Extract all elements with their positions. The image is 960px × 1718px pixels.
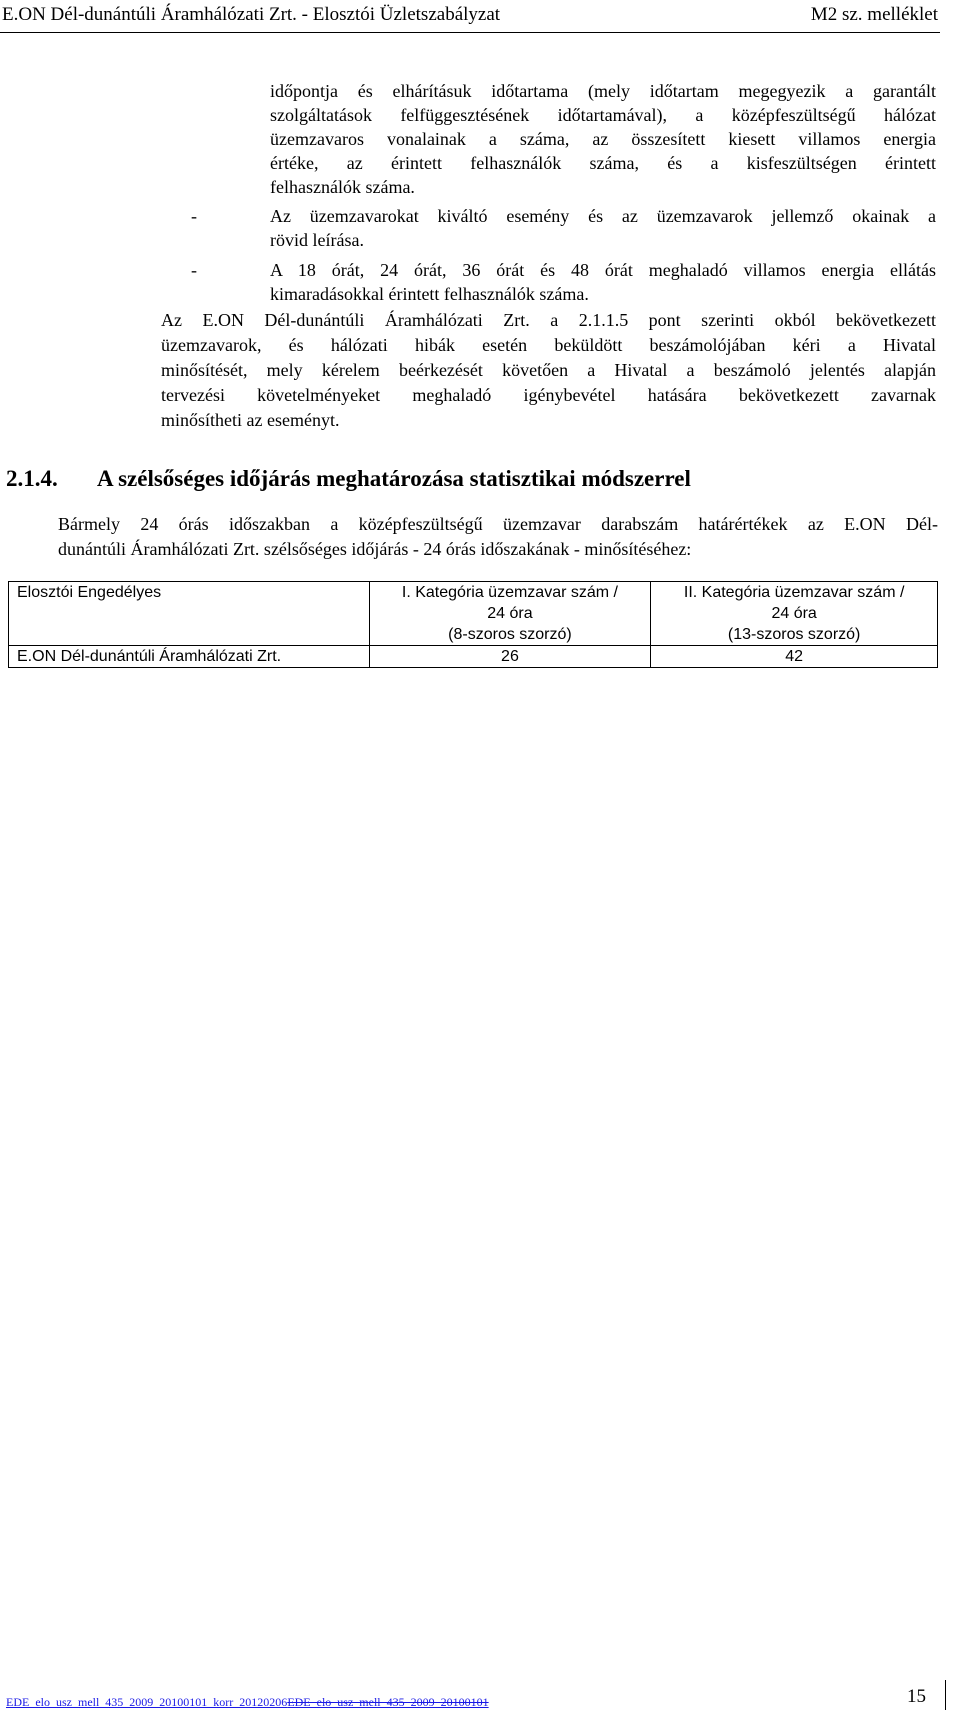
text-line: Az E.ON Dél-dunántúli Áramhálózati Zrt. a 2.1.1.5 pont szerinti okból bekövetkezett: [161, 310, 936, 330]
text-line: kimaradásokkal érintett felhasználók száma.: [270, 284, 589, 304]
page-header: [0, 0, 940, 33]
bullet-dash: -: [191, 206, 197, 226]
footer-file-reference: [6, 1695, 489, 1710]
header-line: II. Kategória üzemzavar szám /: [683, 584, 905, 601]
bullet-dash: -: [191, 260, 197, 280]
section-number: 2.1.4.: [6, 466, 58, 491]
text-line: A 18 órát, 24 órát, 36 órát és 48 órát meghaladó villamos energia ellátás: [270, 260, 936, 280]
header-line: (13-szoros szorzó): [727, 626, 861, 643]
file-ref-deleted: EDE_elo_usz_mell_435_2009_20100101: [287, 1695, 489, 1709]
text-line: dunántúli Áramhálózati Zrt. szélsőséges időjárás - 24 órás időszakának - minősítéséhez:: [58, 539, 692, 559]
text-line: üzemzavarok, és hálózati hibák esetén beküldött beszámolójában kéri a Hivatal: [161, 335, 936, 355]
text-line: felhasználók száma.: [270, 177, 415, 197]
cell-licensee: E.ON Dél-dunántúli Áramhálózati Zrt.: [9, 646, 370, 668]
text-line: rövid leírása.: [270, 230, 364, 250]
text-line: értéke, az érintett felhasználók száma, és a kisfeszültségen érintett: [270, 153, 936, 173]
header-line: 24 óra: [487, 605, 533, 622]
header-cell-category-1: [369, 582, 651, 646]
change-bar: [945, 1680, 946, 1710]
table-header-row: [9, 582, 938, 646]
text-line: Az üzemzavarokat kiváltó esemény és az üzemzavarok jellemző okainak a: [270, 206, 936, 226]
section-title: A szélsőséges időjárás meghatározása statisztikai módszerrel: [97, 466, 691, 491]
page-number: 15: [907, 1686, 926, 1707]
header-cell-category-2: [651, 582, 938, 646]
text-line: tervezési követelményeket meghaladó igénybevétel hatására bekövetkezett zavarnak: [161, 385, 936, 405]
cell-category-2-value: 42: [651, 646, 938, 668]
file-ref-current: EDE_elo_usz_mell_435_2009_20100101_korr_20120206: [6, 1695, 288, 1709]
text-line: minősítését, mely kérelem beérkezését követően a Hivatal a beszámoló jelentés alapján: [161, 360, 936, 380]
header-cell-licensee: Elosztói Engedélyes: [9, 582, 370, 646]
text-line: üzemzavaros vonalainak a száma, az összesített kiesett villamos energia: [270, 129, 936, 149]
threshold-table: [8, 581, 938, 668]
cell-category-1-value: 26: [369, 646, 651, 668]
text-line: Bármely 24 órás időszakban a középfeszültségű üzemzavar darabszám határértékek az E.ON Dél-: [58, 514, 938, 534]
header-line: I. Kategória üzemzavar szám /: [401, 584, 618, 601]
text-line: időpontja és elhárításuk időtartama (mely időtartam megegyezik a garantált: [270, 81, 936, 101]
text-line: minősítheti az eseményt.: [161, 410, 340, 430]
header-line: 24 óra: [771, 605, 817, 622]
text-line: szolgáltatások felfüggesztésének időtartamával), a középfeszültségű hálózat: [270, 105, 936, 125]
header-annex-label: M2 sz. melléklet: [810, 4, 938, 25]
table-row: [9, 646, 938, 668]
header-line: (8-szoros szorzó): [448, 626, 572, 643]
header-title: E.ON Dél-dunántúli Áramhálózati Zrt. - Elosztói Üzletszabályzat: [2, 4, 501, 25]
